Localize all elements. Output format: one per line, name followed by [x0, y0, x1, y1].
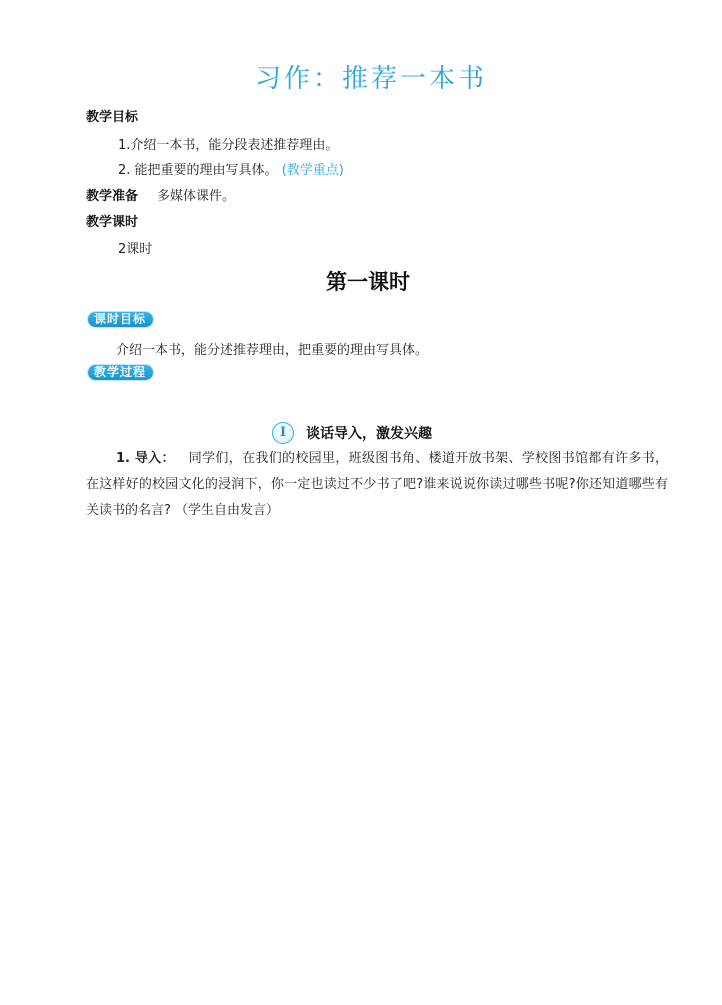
teaching-process-tag: 教学过程: [88, 365, 153, 380]
hours-text: 2课时: [118, 242, 153, 257]
goal-item-1: 1.介绍一本书，能分段表述推荐理由。: [118, 138, 339, 153]
key-point-note: (教学重点): [281, 163, 344, 178]
goal-item-2: [118, 159, 344, 178]
prep-label: 教学准备: [86, 189, 139, 204]
lesson-goal-tag: 课时目标: [88, 312, 153, 327]
goals-label: 教学目标: [86, 110, 139, 125]
section-title: 谈话导入，激发兴趣: [306, 426, 432, 442]
intro-text: 同学们，在我们的校园里，班级图书角、楼道开放书架、学校图书馆都有许多书，在这样好的校园文化的浸润下，你一定也读过不少书了吧?谁来说说你读过哪些书呢?你还知道哪些有关读书的名言? （学生自由发言）: [86, 451, 668, 518]
intro-paragraph: [86, 446, 668, 524]
goal-item-2-text: 2. 能把重要的理由写具体。: [118, 163, 278, 178]
document-title: 习作：推荐一本书: [254, 64, 487, 94]
prep-text: 多媒体课件。: [157, 189, 236, 204]
hours-label: 教学课时: [86, 215, 139, 230]
lesson-title: 第一课时: [326, 269, 410, 294]
intro-lead: 1. 导入：: [116, 451, 175, 466]
section-heading: [272, 422, 432, 444]
section-number-badge: I: [272, 422, 294, 444]
lesson-goal-text: 介绍一本书，能分述推荐理由，把重要的理由写具体。: [116, 343, 429, 358]
